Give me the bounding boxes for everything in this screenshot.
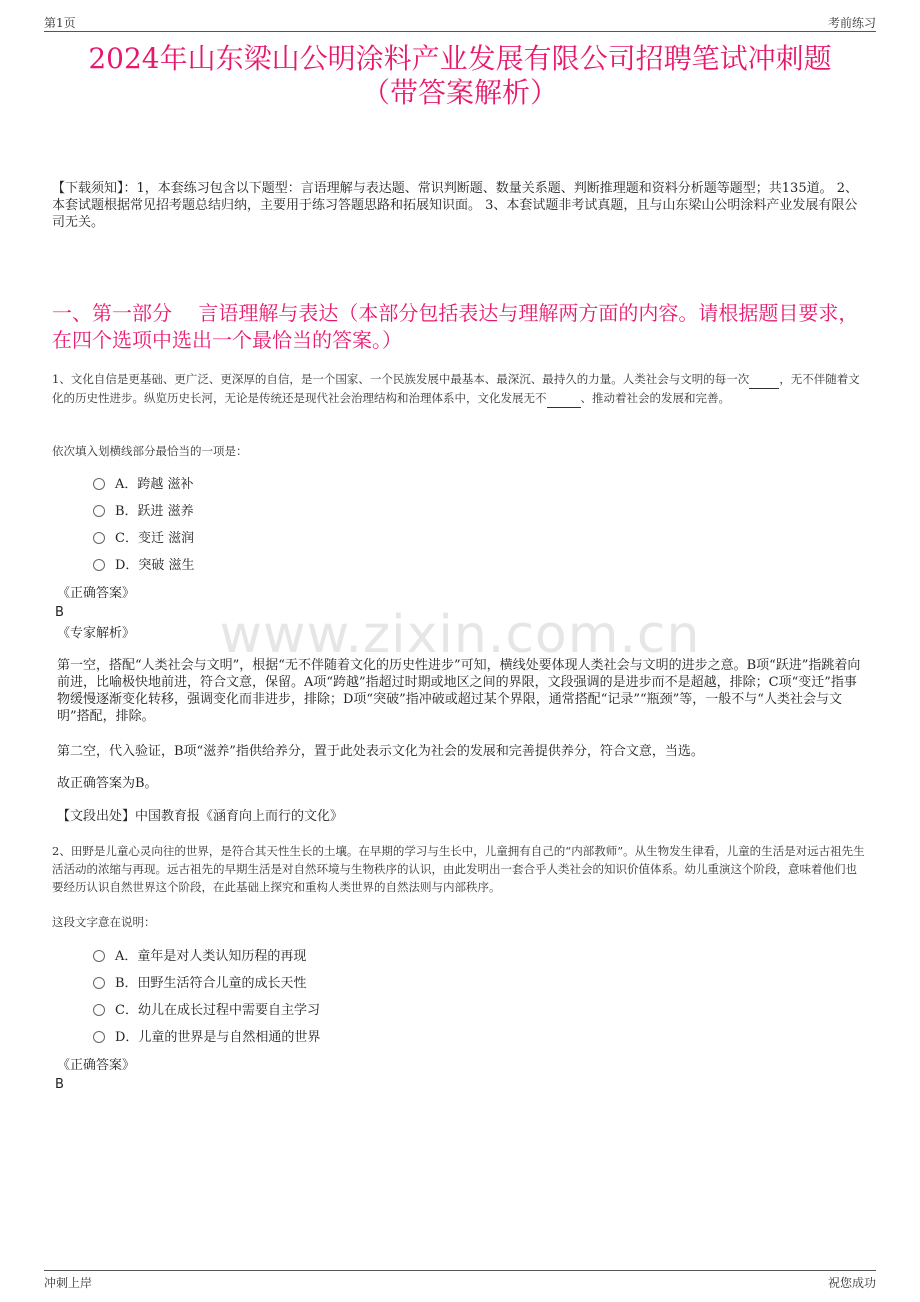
q1-stem-part-c: 、推动着社会的发展和完善。 <box>580 391 730 405</box>
radio-icon[interactable] <box>93 532 105 544</box>
title-line-2: （带答案解析） <box>361 76 558 109</box>
radio-icon[interactable] <box>93 505 105 517</box>
q2-answer: B <box>55 1077 64 1092</box>
q2-option-d[interactable]: D．儿童的世界是与自然相通的世界 <box>93 1029 320 1047</box>
footer-right: 祝您成功 <box>827 1276 876 1290</box>
radio-icon[interactable] <box>93 950 105 962</box>
q1-analysis-paragraph-1: 第一空，搭配“人类社会与文明”，根据“无不伴随着文化的历史性进步”可知，横线处要体现人类社会与文明的进步之意。B项“跃进”指跳着向前进，比喻极快地前进，符合文意，保留。A项“跨越”指超过时期或地区之间的界限，文段强调的是进步而不是超越，排除；C项“变迁”指事物缓慢逐渐变化转移，强调变化而非进步，排除；D项“突破”指冲破或超过某个界限，通常搭配“记录”“瓶颈”等，一般不与“人类社会与文明”搭配，排除。 <box>57 658 861 724</box>
q2-answer-label: 《正确答案》 <box>57 1058 136 1073</box>
q2-option-a[interactable]: A．童年是对人类认知历程的再现 <box>93 948 306 966</box>
page-footer <box>44 1270 876 1291</box>
q1-option-d[interactable]: D．突破 滋生 <box>93 557 195 575</box>
q1-answer-label: 《正确答案》 <box>57 586 136 601</box>
watermark: www.zixin.com.cn <box>219 605 701 665</box>
q1-prompt: 依次填入划横线部分最恰当的一项是： <box>52 444 248 458</box>
q1-source: 【文段出处】中国教育报《涵育向上而行的文化》 <box>57 809 344 824</box>
section-heading: 一、第一部分 言语理解与表达（本部分包括表达与理解两方面的内容。请根据题目要求，在四个选项中选出一个最恰当的答案。） <box>52 301 859 352</box>
footer-left: 冲刺上岸 <box>44 1276 93 1290</box>
q1-blank-2 <box>547 389 581 408</box>
page-number: 第1页 <box>44 16 76 30</box>
q1-analysis-label: 《专家解析》 <box>57 626 136 641</box>
title-line-1: 2024年山东梁山公明涂料产业发展有限公司招聘笔试冲刺题 <box>88 42 832 75</box>
q1-answer: B <box>55 605 64 620</box>
q2-stem: 2、田野是儿童心灵向往的世界，是符合其天性生长的土壤。在早期的学习与生长中，儿童拥有自己的“内部教师”。从生物发生律看，儿童的生活是对远古祖先生活活动的浓缩与再现。远古祖先的早期生活是对自然环境与生物秩序的认识，由此发明出一套合乎人类社会的知识价值体系。幼儿重演这个阶段，意味着他们也要经历认识自然世界这个阶段，在此基础上探究和重构人类世界的自然法则与内部秩序。 <box>52 844 865 894</box>
radio-icon[interactable] <box>93 1004 105 1016</box>
q1-blank-1 <box>749 370 771 389</box>
radio-icon[interactable] <box>93 478 105 490</box>
q1-option-a[interactable]: A．跨越 滋补 <box>93 476 194 494</box>
q1-analysis-paragraph-3: 故正确答案为B。 <box>57 776 158 791</box>
radio-icon[interactable] <box>93 559 105 571</box>
download-notice: 【下载须知】：1，本套练习包含以下题型：言语理解与表达题、常识判断题、数量关系题、判断推理题和资料分析题等题型；共135道。 2、本套试题根据常见招考题总结归纳，主要用于练习答题思路和拓展知识面。 3、本套试题非考试真题，且与山东梁山公明涂料产业发展有限公司无关。 <box>52 181 858 230</box>
radio-icon[interactable] <box>93 977 105 989</box>
q1-option-c[interactable]: C．变迁 滋润 <box>93 530 194 548</box>
q1-analysis-paragraph-2: 第二空，代入验证，B项“滋养”指供给养分，置于此处表示文化为社会的发展和完善提供养分，符合文意，当选。 <box>57 744 704 759</box>
q2-prompt: 这段文字意在说明： <box>52 915 156 929</box>
radio-icon[interactable] <box>93 1031 105 1043</box>
page-header <box>44 13 876 32</box>
q1-stem <box>52 370 868 408</box>
q2-option-b[interactable]: B．田野生活符合儿童的成长天性 <box>93 975 307 993</box>
q2-option-c[interactable]: C．幼儿在成长过程中需要自主学习 <box>93 1002 320 1020</box>
q1-option-b[interactable]: B．跃进 滋养 <box>93 503 194 521</box>
header-tag: 考前练习 <box>827 16 876 30</box>
q1-stem-part-b: ，无不伴随着文化的历史性进步。纵览历史长河，无论是传统还是现代社会治理结构和治理体系中，文化发展无不 <box>52 372 860 405</box>
document-title <box>40 42 880 110</box>
q1-stem-part-a: 1、文化自信是更基础、更广泛、更深厚的自信，是一个国家、一个民族发展中最基本、最深沉、最持久的力量。人类社会与文明的每一次 <box>52 372 750 386</box>
